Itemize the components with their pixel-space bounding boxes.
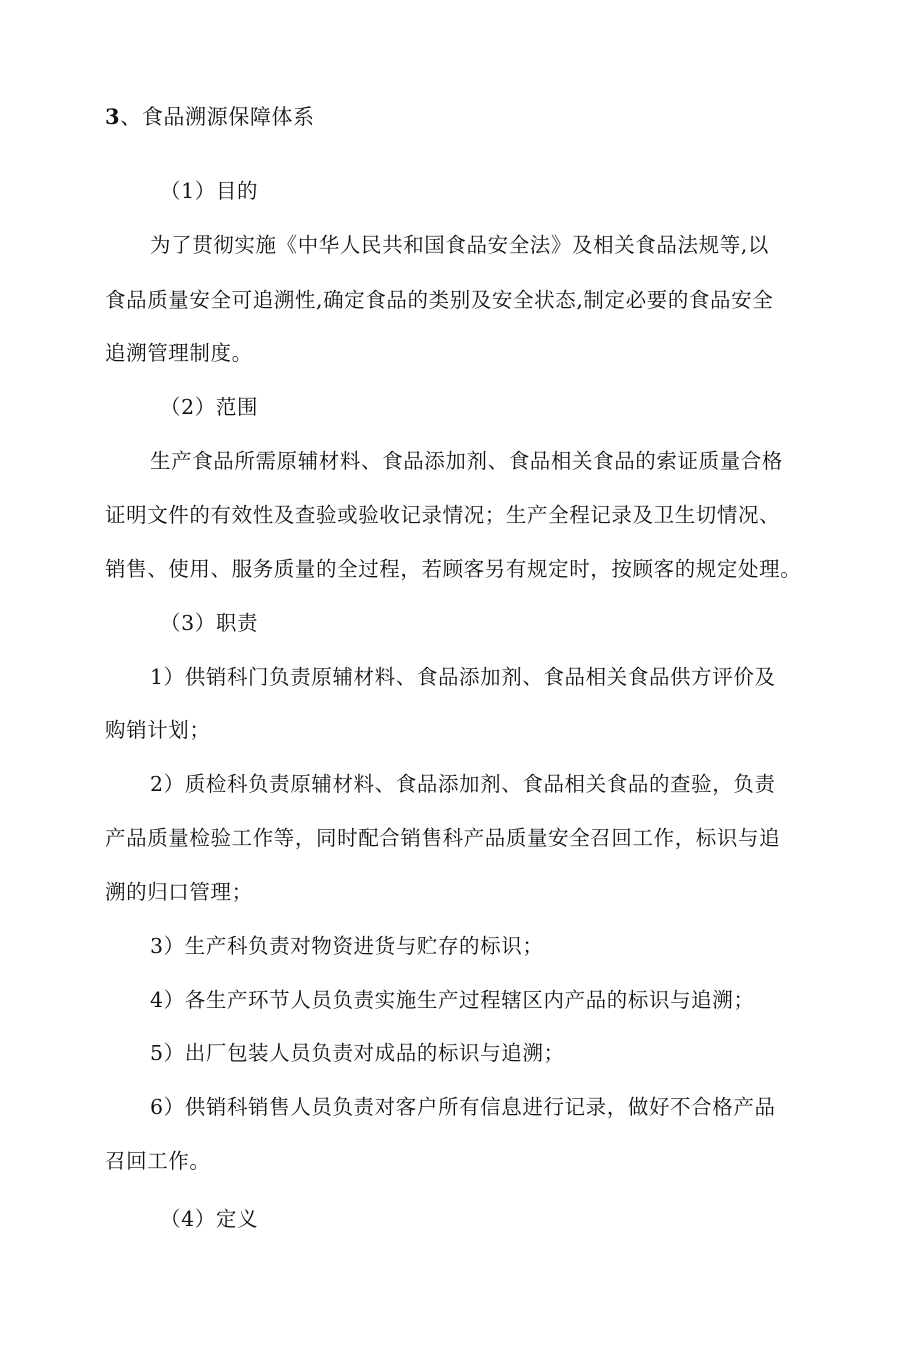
list-item-line: 1）供销科门负责原辅材料、食品添加剂、食品相关食品供方评价及 [150,665,776,689]
list-item-line: 6）供销科销售人员负责对客户所有信息进行记录，做好不合格产品 [150,1095,776,1119]
subsection-title-scope: （2）范围 [160,395,259,419]
list-item-line: 3）生产科负责对物资进货与贮存的标识； [150,934,544,958]
list-item-line: 召回工作。 [105,1149,211,1173]
list-item-line: 购销计划； [105,718,211,742]
list-item-line: 4）各生产环节人员负责实施生产过程辖区内产品的标识与追溯； [150,988,755,1012]
list-item-line: 溯的归口管理； [105,880,253,904]
subsection-title-definition: （4）定义 [160,1207,259,1231]
heading-number: 3 [105,104,121,129]
paragraph-line: 为了贯彻实施《中华人民共和国食品安全法》及相关食品法规等,以 [150,233,770,257]
list-item-line: 2）质检科负责原辅材料、食品添加剂、食品相关食品的查验，负责 [150,772,776,796]
paragraph-line: 证明文件的有效性及查验或验收记录情况；生产全程记录及卫生切情况、 [105,503,781,527]
subsection-title-duties: （3）职责 [160,611,259,635]
subsection-title-purpose: （1）目的 [160,179,259,203]
section-heading [105,102,315,132]
paragraph-line: 食品质量安全可追溯性,确定食品的类别及安全状态,制定必要的食品安全 [105,288,774,312]
list-item-line: 产品质量检验工作等，同时配合销售科产品质量安全召回工作，标识与追 [105,826,781,850]
list-item-line: 5）出厂包装人员负责对成品的标识与追溯； [150,1041,565,1065]
paragraph-line: 销售、使用、服务质量的全过程，若顾客另有规定时，按顾客的规定处理。 [105,557,802,581]
heading-title: 、食品溯源保障体系 [120,105,315,129]
paragraph-line: 生产食品所需原辅材料、食品添加剂、食品相关食品的索证质量合格 [150,449,783,473]
paragraph-line: 追溯管理制度。 [105,341,253,365]
